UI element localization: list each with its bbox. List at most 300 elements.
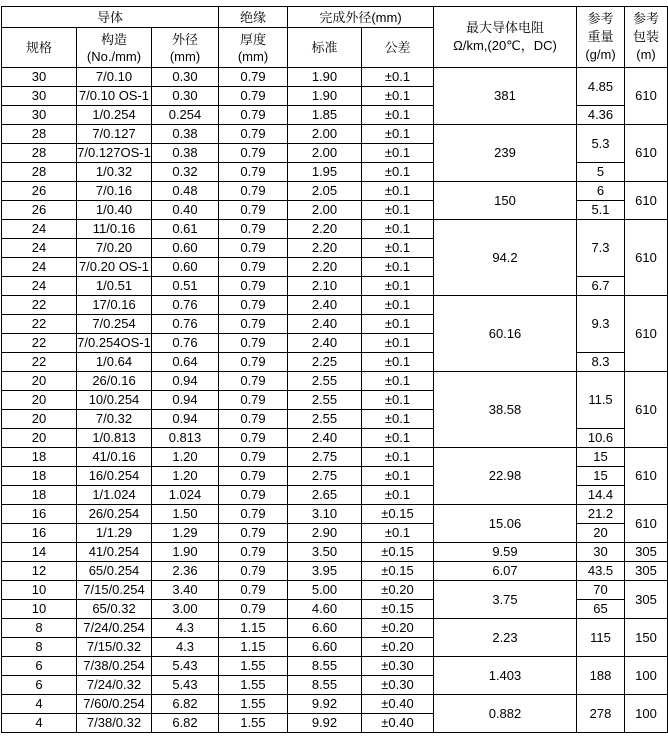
gauge-cell: 24 — [2, 258, 77, 277]
ref-pack-header-line3: (m) — [636, 47, 656, 62]
ref-pack-cell: 100 — [625, 657, 668, 695]
construction-cell: 7/0.127 — [77, 125, 152, 144]
standard-od-cell: 2.20 — [288, 258, 362, 277]
standard-od-cell: 2.40 — [288, 429, 362, 448]
tolerance-cell: ±0.1 — [362, 391, 434, 410]
thickness-cell: 0.79 — [219, 410, 288, 429]
standard-od-cell: 3.10 — [288, 505, 362, 524]
ref-weight-cell: 5.1 — [577, 201, 625, 220]
ref-weight-cell: 20 — [577, 524, 625, 543]
standard-od-cell: 2.00 — [288, 144, 362, 163]
table-row — [2, 619, 668, 638]
tolerance-cell: ±0.1 — [362, 68, 434, 87]
table-row — [2, 220, 668, 239]
tolerance-cell: ±0.15 — [362, 562, 434, 581]
tolerance-cell: ±0.15 — [362, 505, 434, 524]
ref-weight-cell: 15 — [577, 467, 625, 486]
thickness-cell: 0.79 — [219, 600, 288, 619]
outer-dia-cell: 0.76 — [152, 334, 219, 353]
outer-dia-cell: 1.29 — [152, 524, 219, 543]
tolerance-cell: ±0.15 — [362, 543, 434, 562]
construction-header — [77, 28, 152, 68]
max-resistance-cell: 2.23 — [434, 619, 577, 657]
ref-pack-cell: 305 — [625, 581, 668, 619]
ref-weight-cell: 21.2 — [577, 505, 625, 524]
construction-cell: 7/0.10 — [77, 68, 152, 87]
standard-header: 标准 — [288, 28, 362, 68]
table-row — [2, 296, 668, 315]
gauge-cell: 26 — [2, 201, 77, 220]
ref-pack-cell: 305 — [625, 562, 668, 581]
standard-od-cell: 2.90 — [288, 524, 362, 543]
ref-weight-cell: 188 — [577, 657, 625, 695]
ref-weight-cell: 43.5 — [577, 562, 625, 581]
gauge-cell: 6 — [2, 676, 77, 695]
tolerance-cell: ±0.1 — [362, 201, 434, 220]
ref-weight-header — [577, 7, 625, 68]
max-resistance-cell: 3.75 — [434, 581, 577, 619]
gauge-header: 规格 — [2, 28, 77, 68]
gauge-cell: 16 — [2, 524, 77, 543]
ref-weight-cell: 7.3 — [577, 220, 625, 277]
gauge-cell: 28 — [2, 144, 77, 163]
table-row — [2, 182, 668, 201]
standard-od-cell: 8.55 — [288, 657, 362, 676]
construction-cell: 7/38/0.254 — [77, 657, 152, 676]
table-row — [2, 562, 668, 581]
standard-od-cell: 2.20 — [288, 239, 362, 258]
standard-od-cell: 1.95 — [288, 163, 362, 182]
tolerance-cell: ±0.20 — [362, 638, 434, 657]
construction-cell: 1/1.29 — [77, 524, 152, 543]
thickness-cell: 0.79 — [219, 334, 288, 353]
ref-pack-cell: 610 — [625, 448, 668, 505]
table-row — [2, 581, 668, 600]
ref-pack-header — [625, 7, 668, 68]
ref-weight-header-line1: 参考 — [587, 11, 614, 26]
thickness-cell: 0.79 — [219, 258, 288, 277]
tolerance-cell: ±0.1 — [362, 182, 434, 201]
gauge-cell: 4 — [2, 695, 77, 714]
max-resistance-cell: 9.59 — [434, 543, 577, 562]
construction-cell: 7/0.16 — [77, 182, 152, 201]
thickness-cell: 0.79 — [219, 429, 288, 448]
gauge-cell: 18 — [2, 448, 77, 467]
tolerance-cell: ±0.1 — [362, 315, 434, 334]
standard-od-cell: 2.55 — [288, 391, 362, 410]
gauge-cell: 12 — [2, 562, 77, 581]
max-resistance-cell: 60.16 — [434, 296, 577, 372]
tolerance-cell: ±0.30 — [362, 676, 434, 695]
ref-pack-cell: 150 — [625, 619, 668, 657]
thickness-cell: 0.79 — [219, 296, 288, 315]
ref-weight-cell: 5.3 — [577, 125, 625, 163]
standard-od-cell: 2.00 — [288, 125, 362, 144]
standard-od-cell: 2.40 — [288, 296, 362, 315]
thickness-cell: 0.79 — [219, 106, 288, 125]
outer-dia-cell: 0.61 — [152, 220, 219, 239]
tolerance-cell: ±0.1 — [362, 486, 434, 505]
table-row — [2, 448, 668, 467]
outer-dia-cell: 3.00 — [152, 600, 219, 619]
thickness-cell: 0.79 — [219, 391, 288, 410]
tolerance-cell: ±0.1 — [362, 258, 434, 277]
gauge-cell: 28 — [2, 125, 77, 144]
construction-cell: 7/38/0.32 — [77, 714, 152, 733]
ref-weight-cell: 4.85 — [577, 68, 625, 106]
outer-dia-cell: 1.024 — [152, 486, 219, 505]
gauge-cell: 4 — [2, 714, 77, 733]
thickness-cell: 0.79 — [219, 467, 288, 486]
construction-cell: 1/0.813 — [77, 429, 152, 448]
construction-cell: 7/60/0.254 — [77, 695, 152, 714]
outer-dia-cell: 5.43 — [152, 657, 219, 676]
max-resistance-header-line1: 最大导体电阻 — [465, 20, 544, 35]
tolerance-cell: ±0.1 — [362, 239, 434, 258]
construction-cell: 7/15/0.254 — [77, 581, 152, 600]
ref-pack-cell: 610 — [625, 68, 668, 125]
ref-weight-cell: 30 — [577, 543, 625, 562]
finished-od-header: 完成外径(mm) — [288, 7, 434, 28]
ref-weight-cell: 115 — [577, 619, 625, 657]
standard-od-cell: 2.10 — [288, 277, 362, 296]
gauge-cell: 22 — [2, 296, 77, 315]
max-resistance-cell: 0.882 — [434, 695, 577, 733]
tolerance-cell: ±0.15 — [362, 600, 434, 619]
tolerance-cell: ±0.1 — [362, 87, 434, 106]
standard-od-cell: 4.60 — [288, 600, 362, 619]
ref-weight-cell: 9.3 — [577, 296, 625, 353]
ref-weight-cell: 65 — [577, 600, 625, 619]
table-row — [2, 505, 668, 524]
outer-dia-cell: 0.38 — [152, 125, 219, 144]
standard-od-cell: 6.60 — [288, 619, 362, 638]
ref-pack-cell: 610 — [625, 220, 668, 296]
ref-weight-cell: 15 — [577, 448, 625, 467]
construction-cell: 7/0.254OS-1 — [77, 334, 152, 353]
outer-dia-cell: 2.36 — [152, 562, 219, 581]
ref-weight-cell: 11.5 — [577, 372, 625, 429]
construction-cell: 7/0.10 OS-1 — [77, 87, 152, 106]
gauge-cell: 16 — [2, 505, 77, 524]
ref-weight-cell: 6 — [577, 182, 625, 201]
outer-dia-cell: 1.50 — [152, 505, 219, 524]
cable-spec-table — [1, 6, 668, 733]
standard-od-cell: 3.95 — [288, 562, 362, 581]
tolerance-cell: ±0.1 — [362, 163, 434, 182]
construction-header-line2: (No./mm) — [86, 48, 142, 64]
construction-cell: 26/0.254 — [77, 505, 152, 524]
max-resistance-header-line2: Ω/km,(20℃，DC) — [453, 38, 557, 53]
max-resistance-cell: 6.07 — [434, 562, 577, 581]
gauge-cell: 24 — [2, 220, 77, 239]
standard-od-cell: 3.50 — [288, 543, 362, 562]
thickness-cell: 0.79 — [219, 163, 288, 182]
construction-cell: 7/0.32 — [77, 410, 152, 429]
tolerance-cell: ±0.1 — [362, 524, 434, 543]
thickness-cell: 1.15 — [219, 619, 288, 638]
standard-od-cell: 9.92 — [288, 695, 362, 714]
standard-od-cell: 2.65 — [288, 486, 362, 505]
ref-pack-cell: 305 — [625, 543, 668, 562]
ref-weight-cell: 4.36 — [577, 106, 625, 125]
outer-dia-cell: 5.43 — [152, 676, 219, 695]
tolerance-cell: ±0.20 — [362, 581, 434, 600]
outer-dia-cell: 0.76 — [152, 296, 219, 315]
construction-cell: 7/24/0.32 — [77, 676, 152, 695]
standard-od-cell: 2.05 — [288, 182, 362, 201]
gauge-cell: 24 — [2, 277, 77, 296]
thickness-cell: 0.79 — [219, 581, 288, 600]
outer-dia-cell: 0.76 — [152, 315, 219, 334]
tolerance-cell: ±0.1 — [362, 467, 434, 486]
gauge-cell: 24 — [2, 239, 77, 258]
thickness-cell: 1.55 — [219, 657, 288, 676]
construction-cell: 7/15/0.32 — [77, 638, 152, 657]
thickness-cell: 0.79 — [219, 201, 288, 220]
outer-dia-header-line1: 外径 — [171, 31, 198, 47]
thickness-cell: 0.79 — [219, 448, 288, 467]
max-resistance-cell: 15.06 — [434, 505, 577, 543]
table-row — [2, 125, 668, 144]
gauge-cell: 20 — [2, 372, 77, 391]
max-resistance-cell: 22.98 — [434, 448, 577, 505]
outer-dia-cell: 4.3 — [152, 638, 219, 657]
standard-od-cell: 5.00 — [288, 581, 362, 600]
outer-dia-cell: 3.40 — [152, 581, 219, 600]
thickness-cell: 0.79 — [219, 486, 288, 505]
construction-cell: 41/0.254 — [77, 543, 152, 562]
thickness-cell: 0.79 — [219, 277, 288, 296]
thickness-header-line1: 厚度 — [239, 31, 266, 47]
construction-cell: 17/0.16 — [77, 296, 152, 315]
table-row — [2, 372, 668, 391]
thickness-cell: 0.79 — [219, 505, 288, 524]
ref-pack-header-line2: 包装 — [632, 29, 659, 44]
outer-dia-cell: 1.20 — [152, 467, 219, 486]
standard-od-cell: 2.55 — [288, 372, 362, 391]
outer-dia-header-line2: (mm) — [169, 48, 201, 64]
outer-dia-cell: 1.90 — [152, 543, 219, 562]
gauge-cell: 30 — [2, 87, 77, 106]
construction-cell: 26/0.16 — [77, 372, 152, 391]
construction-cell: 16/0.254 — [77, 467, 152, 486]
construction-cell: 1/0.40 — [77, 201, 152, 220]
thickness-cell: 0.79 — [219, 220, 288, 239]
construction-cell: 11/0.16 — [77, 220, 152, 239]
standard-od-cell: 9.92 — [288, 714, 362, 733]
table-row — [2, 543, 668, 562]
tolerance-cell: ±0.1 — [362, 448, 434, 467]
tolerance-cell: ±0.40 — [362, 695, 434, 714]
standard-od-cell: 1.90 — [288, 87, 362, 106]
gauge-cell: 20 — [2, 391, 77, 410]
thickness-cell: 0.79 — [219, 353, 288, 372]
ref-weight-cell: 6.7 — [577, 277, 625, 296]
thickness-cell: 0.79 — [219, 315, 288, 334]
construction-cell: 41/0.16 — [77, 448, 152, 467]
ref-weight-cell: 14.4 — [577, 486, 625, 505]
outer-dia-cell: 0.32 — [152, 163, 219, 182]
ref-weight-cell: 5 — [577, 163, 625, 182]
construction-cell: 65/0.254 — [77, 562, 152, 581]
outer-dia-cell: 0.38 — [152, 144, 219, 163]
construction-cell: 7/0.254 — [77, 315, 152, 334]
gauge-cell: 22 — [2, 315, 77, 334]
outer-dia-cell: 0.40 — [152, 201, 219, 220]
construction-cell: 10/0.254 — [77, 391, 152, 410]
outer-dia-cell: 0.48 — [152, 182, 219, 201]
gauge-cell: 22 — [2, 334, 77, 353]
insulation-header: 绝缘 — [219, 7, 288, 28]
tolerance-cell: ±0.1 — [362, 125, 434, 144]
max-resistance-cell: 150 — [434, 182, 577, 220]
standard-od-cell: 2.25 — [288, 353, 362, 372]
gauge-cell: 10 — [2, 600, 77, 619]
construction-cell: 7/24/0.254 — [77, 619, 152, 638]
construction-cell: 1/0.64 — [77, 353, 152, 372]
tolerance-cell: ±0.1 — [362, 220, 434, 239]
gauge-cell: 10 — [2, 581, 77, 600]
thickness-cell: 0.79 — [219, 524, 288, 543]
thickness-cell: 1.55 — [219, 695, 288, 714]
tolerance-cell: ±0.1 — [362, 429, 434, 448]
ref-weight-cell: 10.6 — [577, 429, 625, 448]
outer-dia-cell: 0.51 — [152, 277, 219, 296]
outer-dia-cell: 0.94 — [152, 391, 219, 410]
thickness-cell: 0.79 — [219, 372, 288, 391]
gauge-cell: 22 — [2, 353, 77, 372]
max-resistance-cell: 1.403 — [434, 657, 577, 695]
construction-cell: 7/0.20 — [77, 239, 152, 258]
thickness-cell: 0.79 — [219, 543, 288, 562]
standard-od-cell: 1.85 — [288, 106, 362, 125]
tolerance-cell: ±0.1 — [362, 277, 434, 296]
thickness-cell: 1.55 — [219, 676, 288, 695]
table-row — [2, 68, 668, 87]
outer-dia-cell: 1.20 — [152, 448, 219, 467]
outer-dia-cell: 0.64 — [152, 353, 219, 372]
ref-pack-header-line1: 参考 — [632, 11, 659, 26]
tolerance-cell: ±0.1 — [362, 106, 434, 125]
thickness-cell: 0.79 — [219, 144, 288, 163]
construction-cell: 7/0.127OS-1 — [77, 144, 152, 163]
max-resistance-cell: 239 — [434, 125, 577, 182]
thickness-cell: 0.79 — [219, 182, 288, 201]
outer-dia-header — [152, 28, 219, 68]
tolerance-header: 公差 — [362, 28, 434, 68]
construction-cell: 7/0.20 OS-1 — [77, 258, 152, 277]
ref-weight-cell: 278 — [577, 695, 625, 733]
table-row — [2, 695, 668, 714]
max-resistance-header — [434, 7, 577, 68]
tolerance-cell: ±0.1 — [362, 296, 434, 315]
standard-od-cell: 8.55 — [288, 676, 362, 695]
construction-cell: 1/0.51 — [77, 277, 152, 296]
thickness-cell: 0.79 — [219, 125, 288, 144]
thickness-cell: 0.79 — [219, 87, 288, 106]
ref-pack-cell: 610 — [625, 125, 668, 182]
ref-weight-header-line2: 重量 — [587, 29, 614, 44]
thickness-cell: 0.79 — [219, 68, 288, 87]
conductor-header: 导体 — [2, 7, 219, 28]
construction-header-line1: 构造 — [100, 31, 127, 47]
standard-od-cell: 2.20 — [288, 220, 362, 239]
max-resistance-cell: 381 — [434, 68, 577, 125]
ref-weight-cell: 8.3 — [577, 353, 625, 372]
construction-cell: 1/1.024 — [77, 486, 152, 505]
standard-od-cell: 2.55 — [288, 410, 362, 429]
outer-dia-cell: 6.82 — [152, 714, 219, 733]
thickness-cell: 0.79 — [219, 562, 288, 581]
ref-pack-cell: 610 — [625, 372, 668, 448]
standard-od-cell: 2.40 — [288, 334, 362, 353]
tolerance-cell: ±0.30 — [362, 657, 434, 676]
standard-od-cell: 2.40 — [288, 315, 362, 334]
outer-dia-cell: 6.82 — [152, 695, 219, 714]
max-resistance-cell: 94.2 — [434, 220, 577, 296]
tolerance-cell: ±0.1 — [362, 353, 434, 372]
standard-od-cell: 6.60 — [288, 638, 362, 657]
tolerance-cell: ±0.20 — [362, 619, 434, 638]
gauge-cell: 30 — [2, 68, 77, 87]
ref-pack-cell: 610 — [625, 505, 668, 543]
outer-dia-cell: 0.30 — [152, 68, 219, 87]
gauge-cell: 28 — [2, 163, 77, 182]
standard-od-cell: 2.75 — [288, 448, 362, 467]
construction-cell: 1/0.32 — [77, 163, 152, 182]
ref-pack-cell: 610 — [625, 296, 668, 372]
tolerance-cell: ±0.40 — [362, 714, 434, 733]
ref-weight-header-line3: (g/m) — [585, 47, 616, 62]
gauge-cell: 18 — [2, 467, 77, 486]
thickness-header — [219, 28, 288, 68]
tolerance-cell: ±0.1 — [362, 144, 434, 163]
thickness-header-line2: (mm) — [237, 48, 269, 64]
table-row — [2, 657, 668, 676]
outer-dia-cell: 0.94 — [152, 372, 219, 391]
tolerance-cell: ±0.1 — [362, 372, 434, 391]
outer-dia-cell: 0.813 — [152, 429, 219, 448]
outer-dia-cell: 0.94 — [152, 410, 219, 429]
gauge-cell: 26 — [2, 182, 77, 201]
tolerance-cell: ±0.1 — [362, 410, 434, 429]
gauge-cell: 18 — [2, 486, 77, 505]
outer-dia-cell: 4.3 — [152, 619, 219, 638]
thickness-cell: 1.55 — [219, 714, 288, 733]
gauge-cell: 8 — [2, 638, 77, 657]
gauge-cell: 6 — [2, 657, 77, 676]
thickness-cell: 0.79 — [219, 239, 288, 258]
gauge-cell: 20 — [2, 429, 77, 448]
gauge-cell: 20 — [2, 410, 77, 429]
standard-od-cell: 2.75 — [288, 467, 362, 486]
construction-cell: 1/0.254 — [77, 106, 152, 125]
gauge-cell: 8 — [2, 619, 77, 638]
outer-dia-cell: 0.30 — [152, 87, 219, 106]
max-resistance-cell: 38.58 — [434, 372, 577, 448]
gauge-cell: 14 — [2, 543, 77, 562]
tolerance-cell: ±0.1 — [362, 334, 434, 353]
thickness-cell: 1.15 — [219, 638, 288, 657]
gauge-cell: 30 — [2, 106, 77, 125]
ref-pack-cell: 100 — [625, 695, 668, 733]
outer-dia-cell: 0.60 — [152, 239, 219, 258]
outer-dia-cell: 0.60 — [152, 258, 219, 277]
ref-weight-cell: 70 — [577, 581, 625, 600]
standard-od-cell: 1.90 — [288, 68, 362, 87]
construction-cell: 65/0.32 — [77, 600, 152, 619]
